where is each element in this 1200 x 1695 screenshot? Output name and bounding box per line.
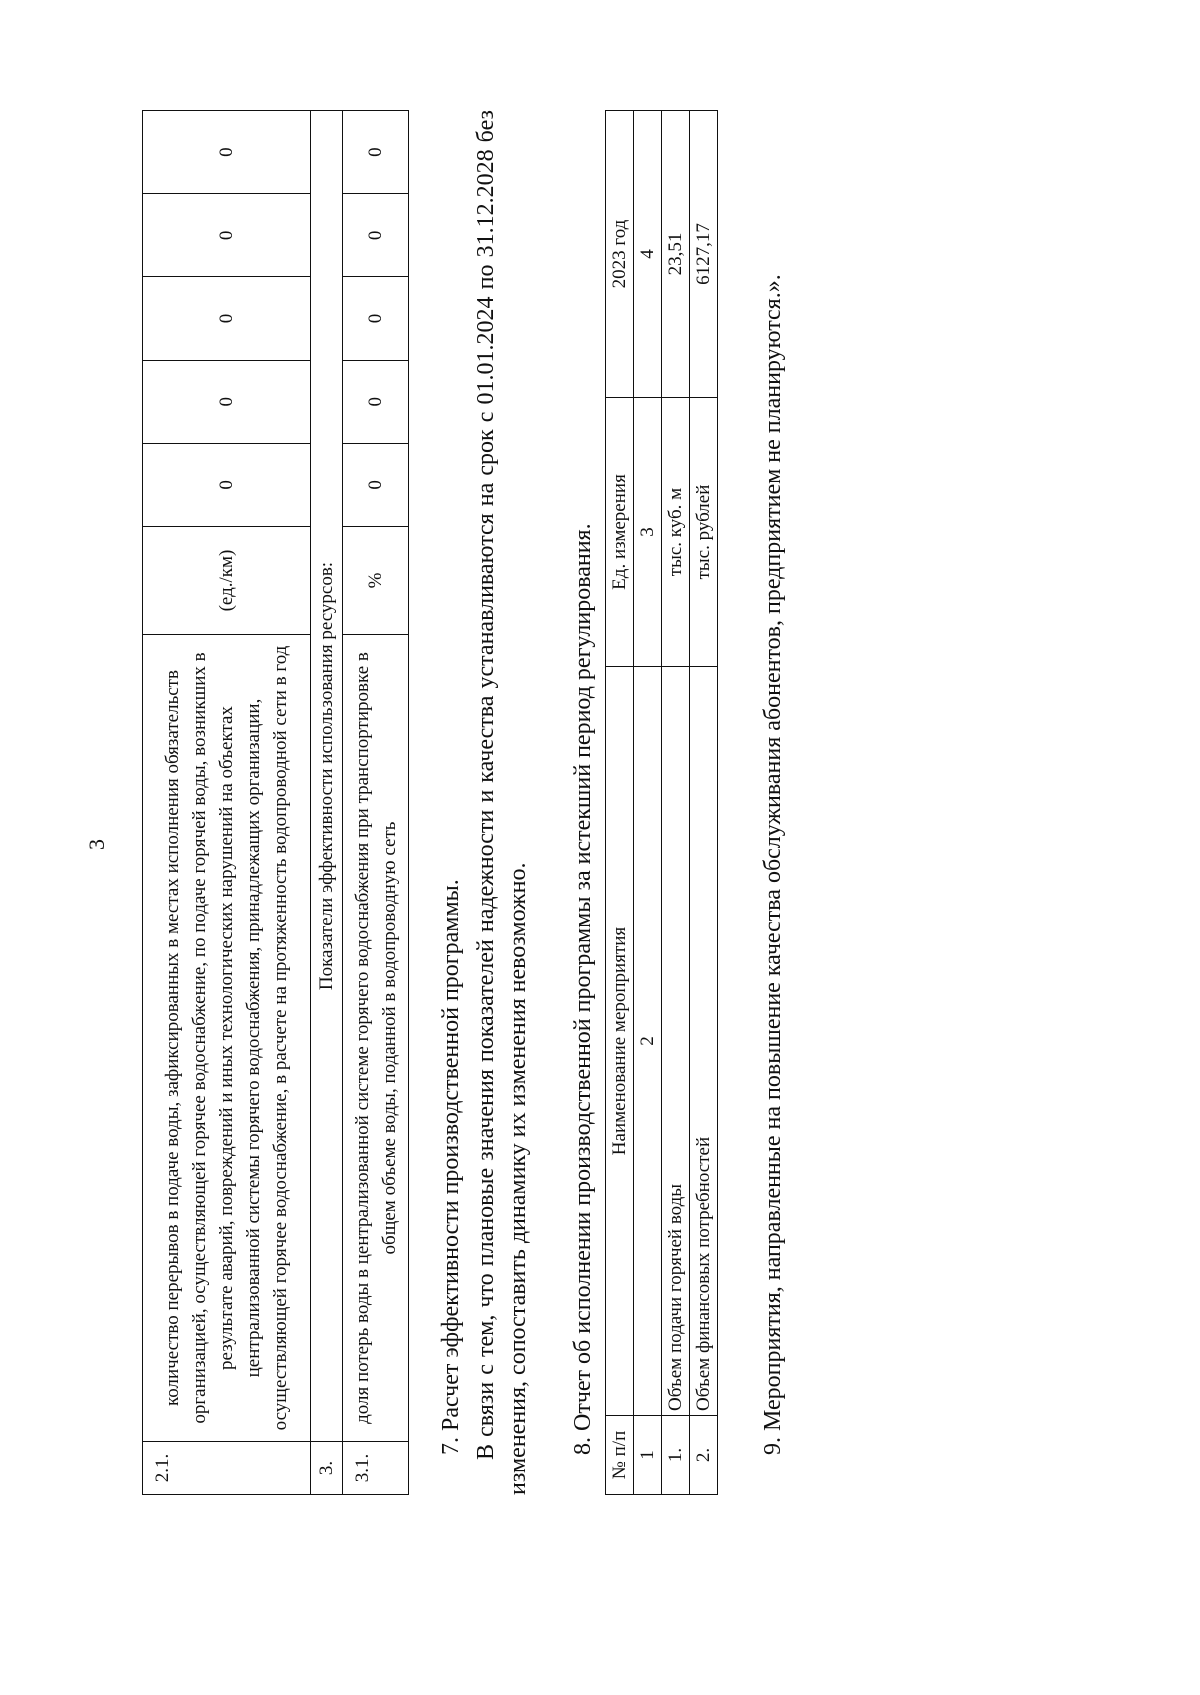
indicator-value: 0 xyxy=(143,277,311,360)
section-8-title: 8. Отчет об исполнении производственной программы за истекший период регулирования. xyxy=(570,523,596,1455)
indicator-unit: (ед./км) xyxy=(143,527,311,635)
column-number-row xyxy=(634,111,662,1495)
indicator-value: 0 xyxy=(343,360,409,443)
page-number: 3 xyxy=(84,839,109,850)
indicator-name: доля потерь воды в централизованной системе горячего водоснабжения при транспортировке в общем объеме воды, поданной в водопроводную сеть xyxy=(343,635,409,1442)
table-row xyxy=(690,111,718,1495)
row-number: 2.1. xyxy=(143,1442,311,1495)
indicator-value: 0 xyxy=(343,443,409,526)
indicator-value: 0 xyxy=(143,111,311,194)
indicator-value: 0 xyxy=(343,194,409,277)
section-heading: Показатели эффективности использования ресурсов: xyxy=(311,111,343,1442)
indicator-value: 0 xyxy=(343,277,409,360)
section-7-text xyxy=(470,110,534,1495)
table-row xyxy=(143,111,311,1495)
indicator-value: 0 xyxy=(143,194,311,277)
indicator-value: 0 xyxy=(143,360,311,443)
section-7-title: 7. Расчет эффективности производственной программы. xyxy=(438,879,464,1455)
header-cell: 2023 год xyxy=(606,111,634,398)
indicators-table xyxy=(142,110,409,1495)
measure-name: Объем подачи горячей воды xyxy=(662,667,690,1416)
table-row xyxy=(311,111,343,1495)
report-table xyxy=(605,110,718,1495)
indicator-value: 0 xyxy=(143,443,311,526)
measure-unit: тыс. рублей xyxy=(690,398,718,667)
column-number: 3 xyxy=(634,398,662,667)
section-7-paragraph: В связи с тем, что плановые значения показателей надежности и качества устанавливаются на срок с 01.01.2024 по 31.12.2028 без изменения, сопоставить динамику их изменения невозможно. xyxy=(473,110,531,1495)
measure-value: 23,51 xyxy=(662,111,690,398)
column-number: 4 xyxy=(634,111,662,398)
column-number: 2 xyxy=(634,667,662,1416)
section-9-text: 9. Мероприятия, направленные на повышение качества обслуживания абонентов, предприятием не планируются.». xyxy=(760,274,786,1455)
table-row xyxy=(343,111,409,1495)
header-cell: Наименование мероприятия xyxy=(606,667,634,1416)
measure-unit: тыс. куб. м xyxy=(662,398,690,667)
header-cell: № п/п xyxy=(606,1416,634,1495)
indicator-name: количество перерывов в подаче воды, зафиксированных в местах исполнения обязательств организацией, осуществляющей горячее водоснабжение, по подаче горячей воды, возникших в результате аварий, повреждений и иных технологических нарушений на объектах централизованной системы горячего водоснабжения, принадлежащих организации, осуществляющей горячее водоснабжение, в расчете на протяженность водопроводной сети в год xyxy=(143,635,311,1442)
indicator-value: 0 xyxy=(343,111,409,194)
measure-value: 6127,17 xyxy=(690,111,718,398)
header-cell: Ед. измерения xyxy=(606,398,634,667)
row-number: 1. xyxy=(662,1416,690,1495)
table-row xyxy=(662,111,690,1495)
row-number: 2. xyxy=(690,1416,718,1495)
table-header-row xyxy=(606,111,634,1495)
measure-name: Объем финансовых потребностей xyxy=(690,667,718,1416)
row-number: 3. xyxy=(311,1442,343,1495)
indicator-unit: % xyxy=(343,527,409,635)
column-number: 1 xyxy=(634,1416,662,1495)
row-number: 3.1. xyxy=(343,1442,409,1495)
